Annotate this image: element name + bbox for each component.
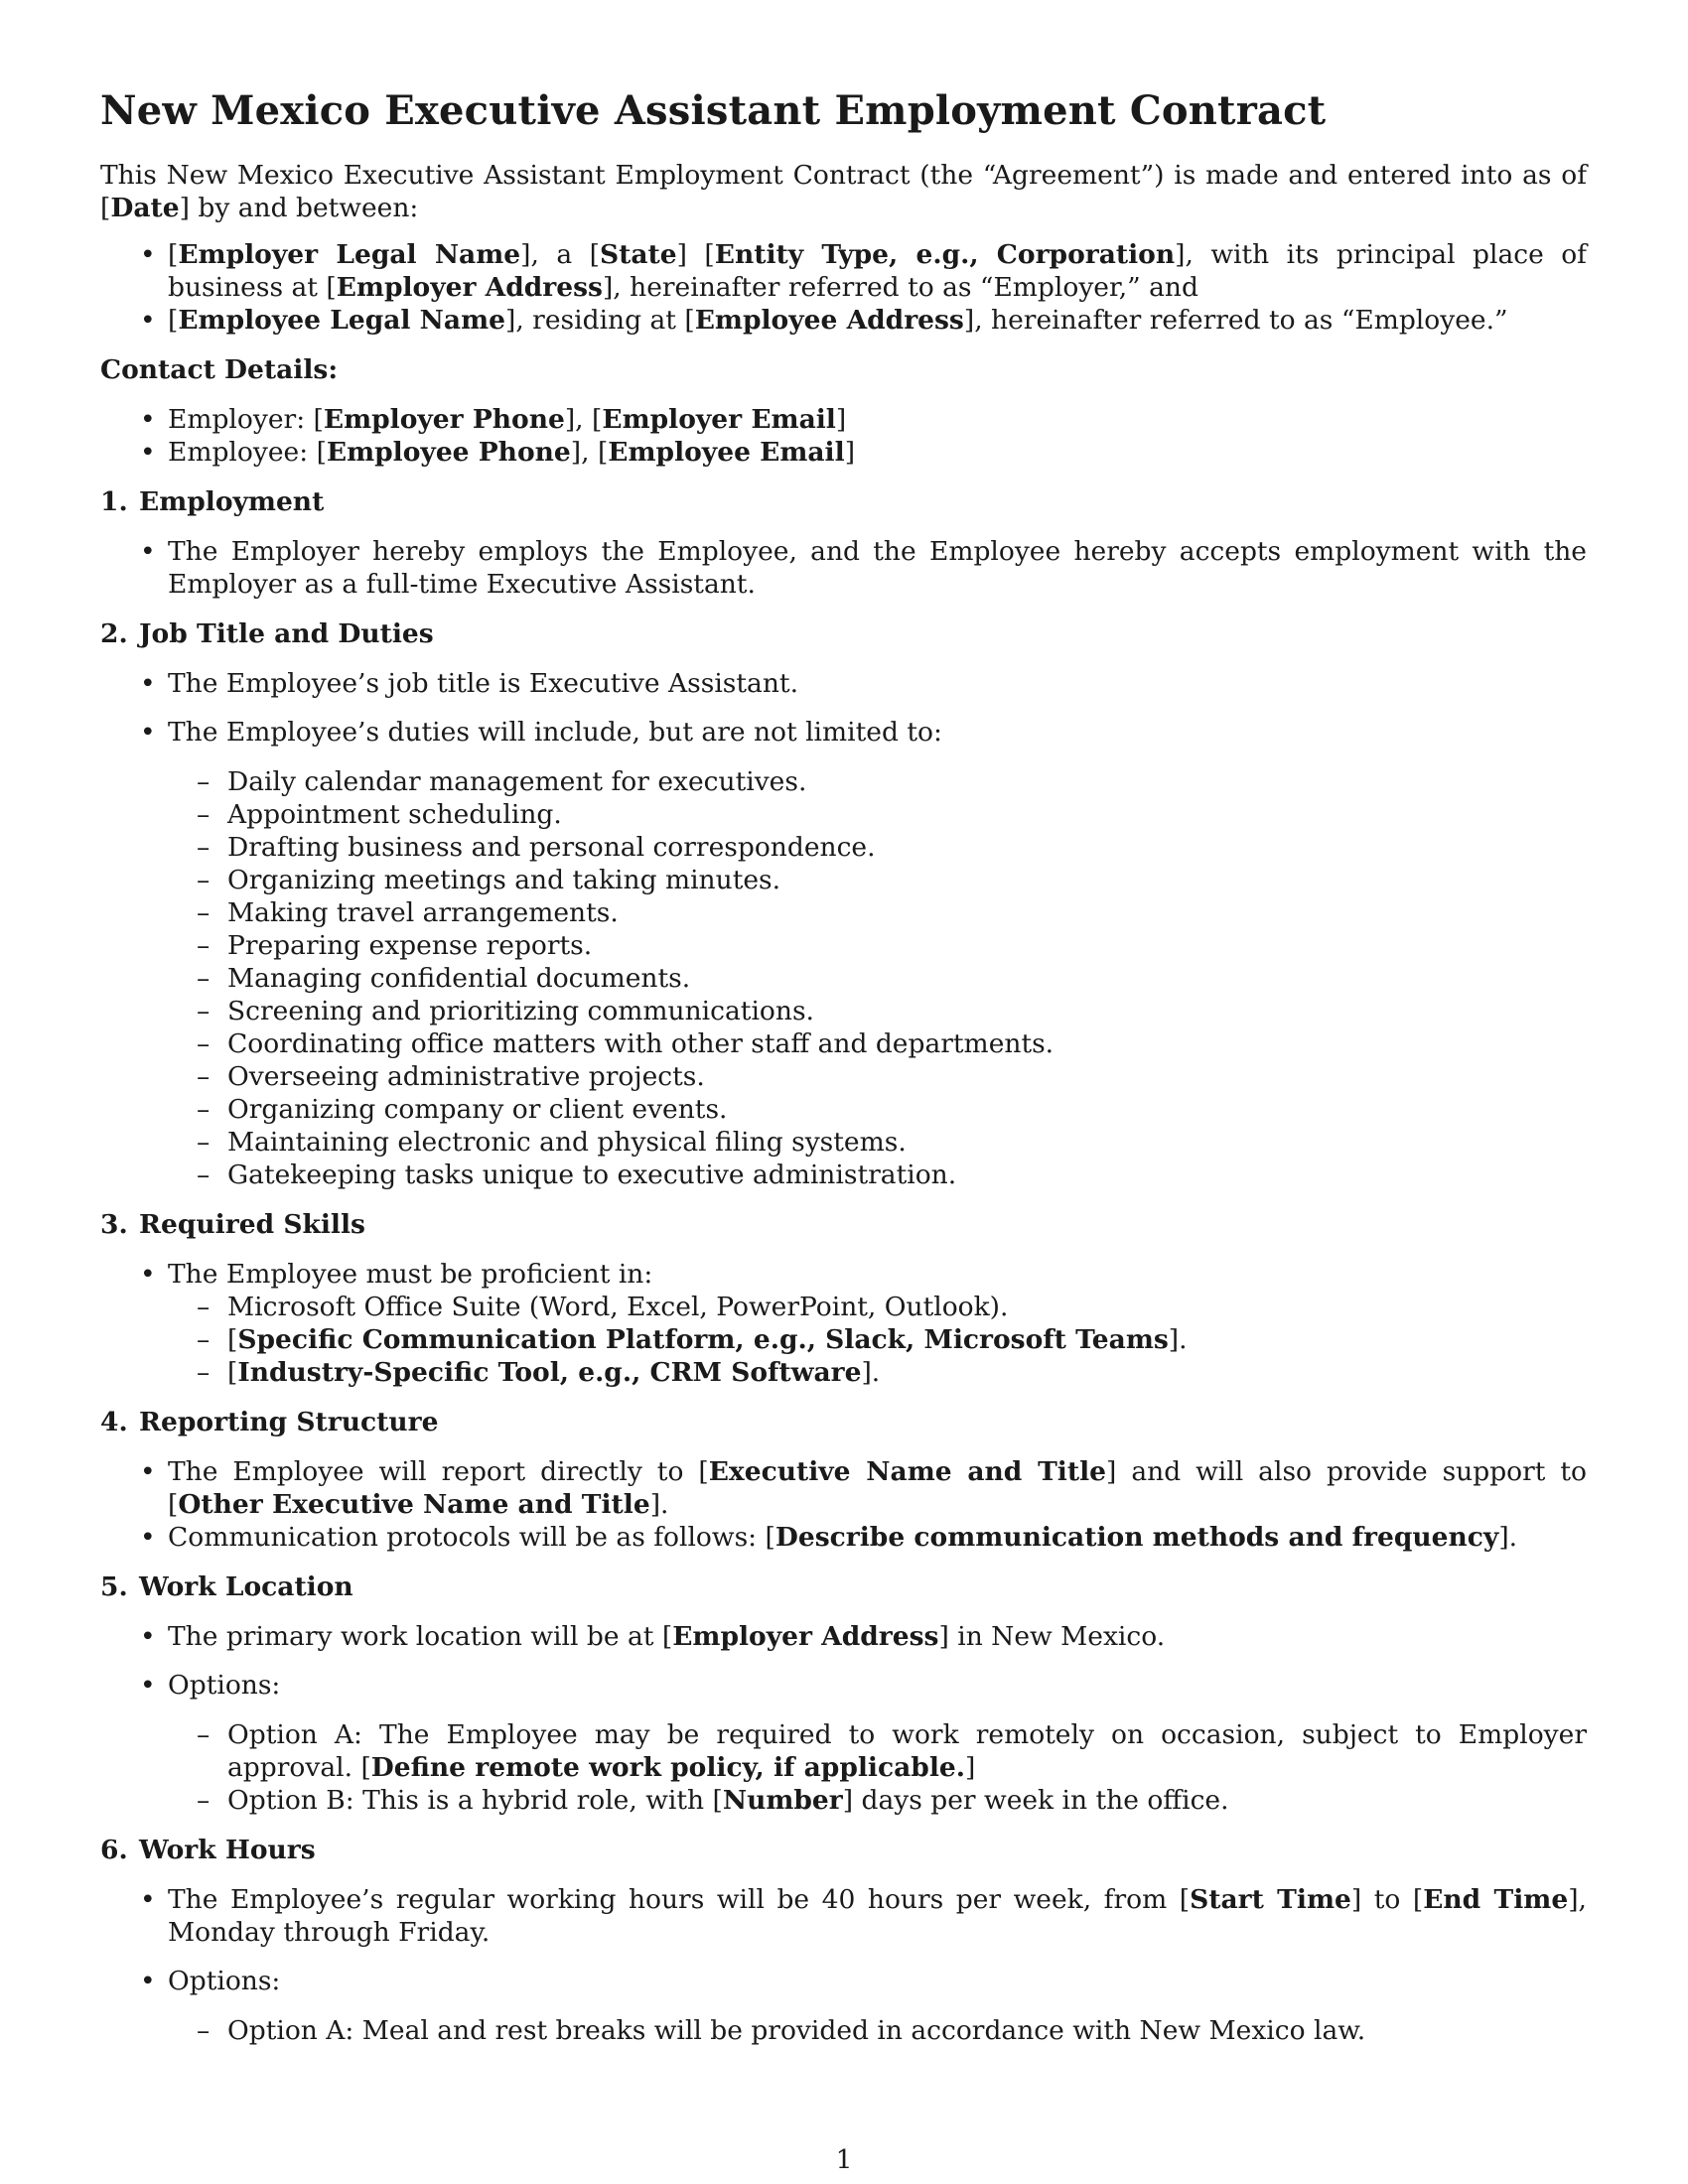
section-6-list <box>100 1883 1587 1997</box>
duty-item: – Overseeing administrative projects. <box>100 1060 1587 1093</box>
duty-item: – Making travel arrangements. <box>100 896 1587 929</box>
employer-party: • [Employer Legal Name], a [State] [Entity Type, e.g., Corporation], with its principal place of business at [Employer Address], hereinafter referred to as “Employer,” and <box>100 238 1587 304</box>
duty-item: – Preparing expense reports. <box>100 929 1587 962</box>
section-4-heading: 4. Reporting Structure <box>100 1407 439 1437</box>
contact-list <box>100 403 1587 469</box>
duties-list <box>100 765 1587 1191</box>
location-option-b: – Option B: This is a hybrid role, with [Number] days per week in the office. <box>100 1784 1587 1817</box>
reporting-clause: • The Employee will report directly to [Executive Name and Title] and will also provide support to [Other Executive Name and Title]. <box>100 1455 1587 1521</box>
duty-item: – Organizing company or client events. <box>100 1093 1587 1126</box>
section-5-heading: 5. Work Location <box>100 1571 353 1602</box>
section-2-list <box>100 667 1587 749</box>
job-title-clause: • The Employee’s job title is Executive Assistant. <box>100 667 1587 700</box>
parties-list <box>100 238 1587 337</box>
duty-item: – Maintaining electronic and physical filing systems. <box>100 1126 1587 1159</box>
employer-contact: • Employer: [Employer Phone], [Employer Email] <box>100 403 1587 436</box>
duty-item: – Drafting business and personal correspondence. <box>100 831 1587 864</box>
communication-clause: • Communication protocols will be as follows: [Describe communication methods and frequency]. <box>100 1521 1587 1554</box>
section-3-list <box>100 1258 1587 1389</box>
section-1-heading: 1. Employment <box>100 486 325 517</box>
duty-item: – Gatekeeping tasks unique to executive administration. <box>100 1159 1587 1191</box>
hours-option-a: – Option A: Meal and rest breaks will be provided in accordance with New Mexico law. <box>100 2014 1587 2047</box>
hours-options-list <box>100 2014 1587 2047</box>
skill-item: – [Industry-Specific Tool, e.g., CRM Software]. <box>168 1356 1587 1389</box>
work-location-clause: • The primary work location will be at [Employer Address] in New Mexico. <box>100 1620 1587 1653</box>
duty-item: – Managing confidential documents. <box>100 962 1587 995</box>
intro-paragraph: This New Mexico Executive Assistant Employment Contract (the “Agreement”) is made and entered into as of [Date] by and between: <box>100 160 1587 223</box>
section-5-list <box>100 1620 1587 1702</box>
section-2-heading: 2. Job Title and Duties <box>100 618 434 649</box>
date-placeholder: Date <box>110 193 180 223</box>
duty-item: – Daily calendar management for executives. <box>100 765 1587 798</box>
section-1-list <box>100 535 1587 601</box>
skills-list <box>168 1291 1587 1389</box>
employee-party: • [Employee Legal Name], residing at [Employee Address], hereinafter referred to as “Employee.” <box>100 304 1587 337</box>
employment-clause: • The Employer hereby employs the Employee, and the Employee hereby accepts employment with the Employer as a full-time Executive Assistant. <box>100 535 1587 601</box>
location-options-list <box>100 1718 1587 1817</box>
section-4-list <box>100 1455 1587 1554</box>
location-options-label: • Options: <box>100 1669 1587 1702</box>
contact-heading: Contact Details: <box>100 354 339 385</box>
duty-item: – Appointment scheduling. <box>100 798 1587 831</box>
page-number: 1 <box>835 2144 853 2175</box>
location-option-a: – Option A: The Employee may be required to work remotely on occasion, subject to Employer approval. [Define remote work policy, if applicable.] <box>100 1718 1587 1784</box>
section-3-heading: 3. Required Skills <box>100 1209 365 1240</box>
duty-item: – Screening and prioritizing communications. <box>100 995 1587 1027</box>
skills-intro: • The Employee must be proficient in: – Microsoft Office Suite (Word, Excel, PowerPoint, Outlook). – [Specific Communication Platform, e.g., Slack, Microsoft Teams]. – [Industry-Specific Tool, e.g., CRM Software]. <box>100 1258 1587 1389</box>
work-hours-clause: • The Employee’s regular working hours will be 40 hours per week, from [Start Time] to [End Time], Monday through Friday. <box>100 1883 1587 1949</box>
duty-item: – Coordinating office matters with other staff and departments. <box>100 1027 1587 1060</box>
hours-options-label: • Options: <box>100 1965 1587 1997</box>
duty-item: – Organizing meetings and taking minutes. <box>100 864 1587 896</box>
skill-item: – Microsoft Office Suite (Word, Excel, PowerPoint, Outlook). <box>168 1291 1587 1323</box>
skill-item: – [Specific Communication Platform, e.g., Slack, Microsoft Teams]. <box>168 1323 1587 1356</box>
contract-page <box>100 87 1587 2047</box>
employee-contact: • Employee: [Employee Phone], [Employee Email] <box>100 436 1587 469</box>
duties-intro: • The Employee’s duties will include, but are not limited to: <box>100 716 1587 749</box>
section-6-heading: 6. Work Hours <box>100 1835 316 1865</box>
document-title: New Mexico Executive Assistant Employment Contract <box>100 87 1327 134</box>
